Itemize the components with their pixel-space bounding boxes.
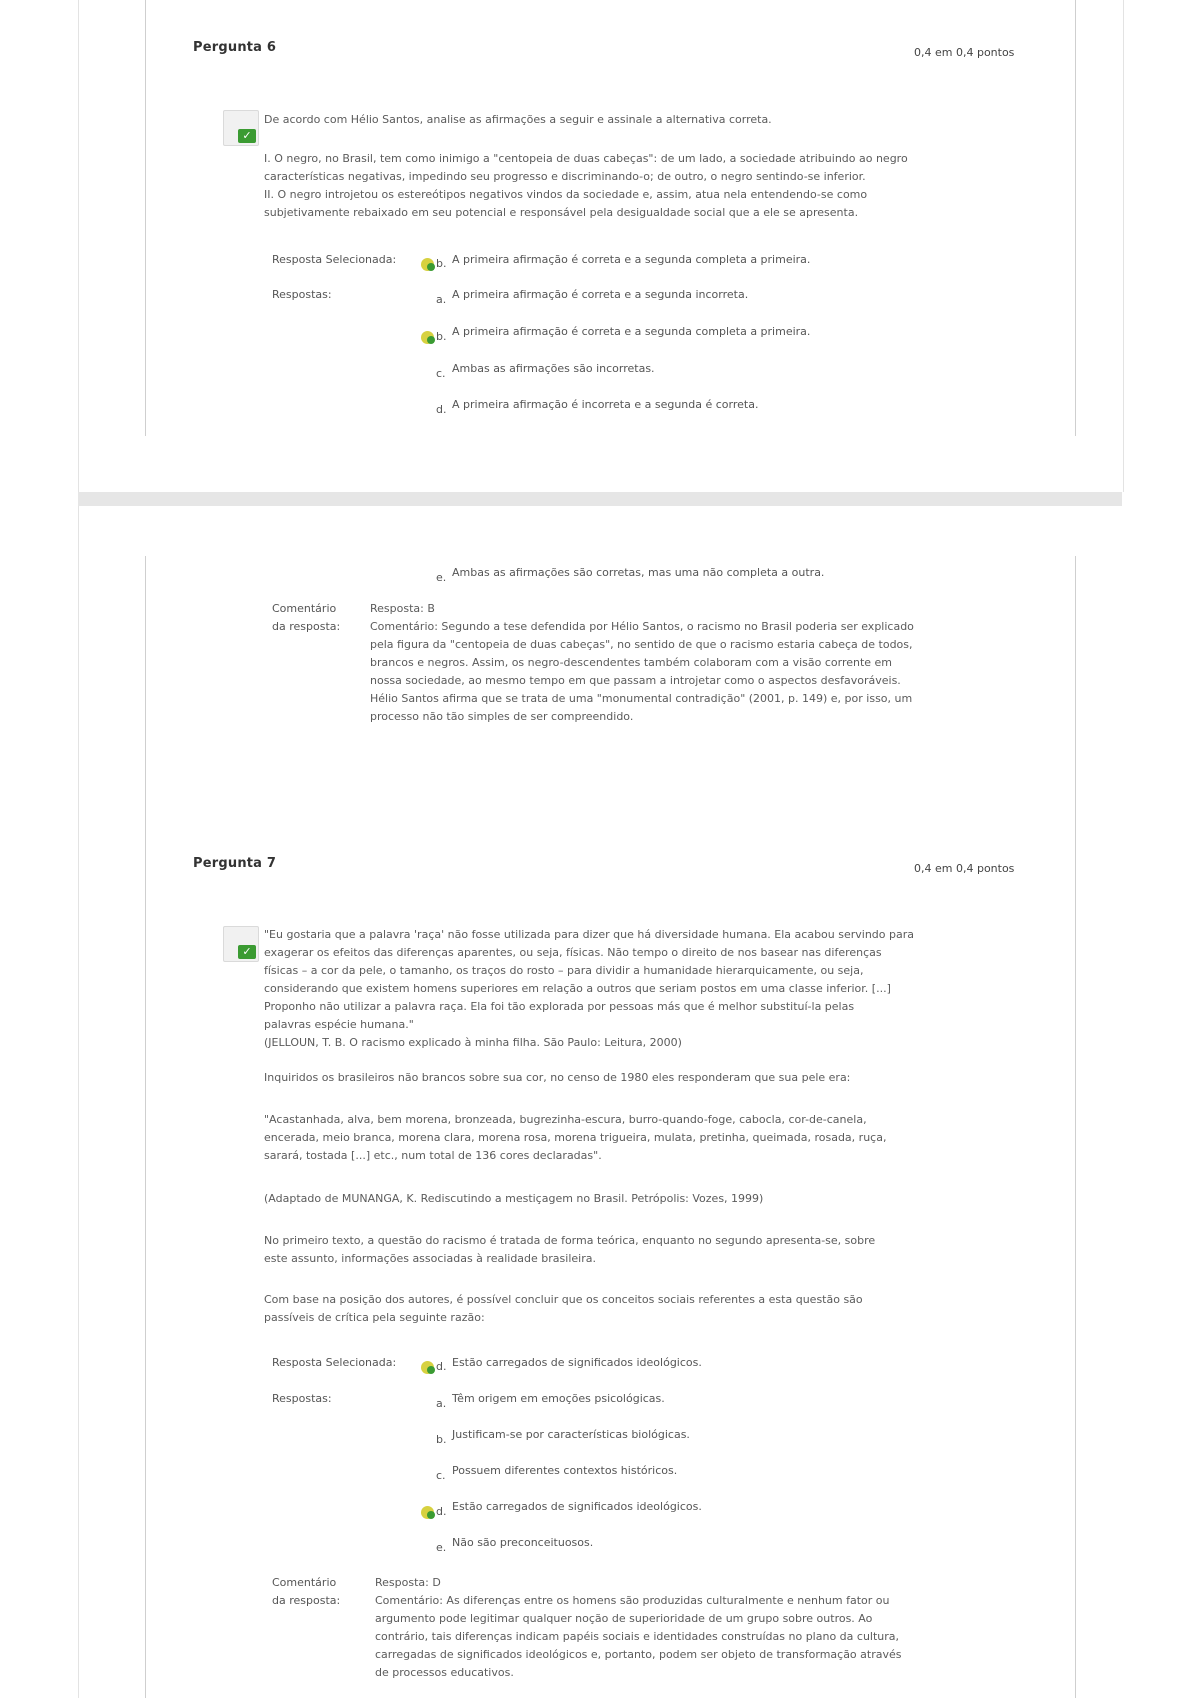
option-letter: c. bbox=[436, 1469, 446, 1482]
content-border-left bbox=[145, 0, 146, 436]
question-7-adapted: (Adaptado de MUNANGA, K. Rediscutindo a mestiçagem no Brasil. Petrópolis: Vozes, 1999) bbox=[264, 1192, 764, 1205]
question-7-analysis: este assunto, informações associadas à realidade brasileira. bbox=[264, 1252, 596, 1265]
comment-text: Comentário: Segundo a tese defendida por Hélio Santos, o racismo no Brasil poderia ser explicado bbox=[370, 620, 914, 633]
question-7-survey: Inquiridos os brasileiros não brancos sobre sua cor, no censo de 1980 eles responderam que sua pele era: bbox=[264, 1071, 851, 1084]
question-7-colors: sarará, tostada [...] etc., num total de 136 cores declaradas". bbox=[264, 1149, 602, 1162]
question-7-quote: considerando que existem homens superiores em relação a outros que seriam postos em uma classe inferior. [...] bbox=[264, 982, 891, 995]
option-text: Não são preconceituosos. bbox=[452, 1536, 594, 1549]
question-7-quote: palavras espécie humana." bbox=[264, 1018, 414, 1031]
correct-answer-icon bbox=[421, 1361, 434, 1374]
comment-answer: Resposta: B bbox=[370, 602, 435, 615]
question-7-prompt: Com base na posição dos autores, é possível concluir que os conceitos sociais referentes a esta questão são bbox=[264, 1293, 863, 1306]
option-letter: d. bbox=[436, 403, 447, 416]
option-letter: b. bbox=[436, 330, 447, 343]
comment-label: Comentário bbox=[272, 602, 337, 615]
comment-label: Comentário bbox=[272, 1576, 337, 1589]
option-text: A primeira afirmação é incorreta e a segunda é correta. bbox=[452, 398, 759, 411]
selected-answer-letter: d. bbox=[436, 1360, 447, 1373]
question-6-text-1: I. O negro, no Brasil, tem como inimigo a "centopeia de duas cabeças": de um lado, a sociedade atribuindo ao negro bbox=[264, 152, 908, 165]
selected-answer-label: Resposta Selecionada: bbox=[272, 1356, 397, 1369]
comment-text: nossa sociedade, ao mesmo tempo em que passam a introjetar como o aspectos desfavoráveis. bbox=[370, 674, 901, 687]
comment-label: da resposta: bbox=[272, 1594, 341, 1607]
option-letter: c. bbox=[436, 367, 446, 380]
option-letter: b. bbox=[436, 1433, 447, 1446]
comment-text: processo não tão simples de ser compreendido. bbox=[370, 710, 634, 723]
comment-text: Comentário: As diferenças entre os homens são produzidas culturalmente e nenhum fator ou bbox=[375, 1594, 890, 1607]
comment-text: contrário, tais diferenças indicam papéis sociais e identidades construídas no plano da cultura, bbox=[375, 1630, 900, 1643]
selected-answer-text: A primeira afirmação é correta e a segunda completa a primeira. bbox=[452, 253, 811, 266]
selected-answer-text: Estão carregados de significados ideológicos. bbox=[452, 1356, 702, 1369]
question-7-points: 0,4 em 0,4 pontos bbox=[914, 862, 1015, 875]
content-border-left bbox=[145, 556, 146, 1698]
page-sheet-1 bbox=[78, 0, 1124, 492]
answers-label: Respostas: bbox=[272, 1392, 332, 1405]
content-border-right bbox=[1075, 556, 1076, 1698]
question-7-quote: Proponho não utilizar a palavra raça. Ela foi tão explorada por pessoas más que é melhor substituí-la pelas bbox=[264, 1000, 855, 1013]
comment-text: pela figura da "centopeia de duas cabeças", no sentido de que o racismo estaria cabeça de todos, bbox=[370, 638, 913, 651]
content-border-right bbox=[1075, 0, 1076, 436]
option-letter: a. bbox=[436, 293, 447, 306]
correct-answer-icon bbox=[421, 331, 434, 344]
option-letter: a. bbox=[436, 1397, 447, 1410]
answers-label: Respostas: bbox=[272, 288, 332, 301]
option-letter: d. bbox=[436, 1505, 447, 1518]
question-6-text-2: características negativas, impedindo seu progresso e discriminando-o; de outro, o negro sentindo-se inferior. bbox=[264, 170, 866, 183]
page-sheet-2 bbox=[78, 506, 1123, 1698]
question-7-analysis: No primeiro texto, a questão do racismo é tratada de forma teórica, enquanto no segundo apresenta-se, sobre bbox=[264, 1234, 876, 1247]
question-correct-icon: ✓ bbox=[223, 926, 259, 962]
comment-text: carregadas de significados ideológicos e, portanto, podem ser objeto de transformação através bbox=[375, 1648, 902, 1661]
option-letter: e. bbox=[436, 571, 447, 584]
option-text: A primeira afirmação é correta e a segunda incorreta. bbox=[452, 288, 749, 301]
comment-text: de processos educativos. bbox=[375, 1666, 514, 1679]
question-correct-icon: ✓ bbox=[223, 110, 259, 146]
question-6-points: 0,4 em 0,4 pontos bbox=[914, 46, 1015, 59]
option-text: Estão carregados de significados ideológicos. bbox=[452, 1500, 702, 1513]
question-6-title: Pergunta 6 bbox=[193, 40, 277, 55]
option-text: Ambas as afirmações são incorretas. bbox=[452, 362, 655, 375]
correct-answer-icon bbox=[421, 1506, 434, 1519]
comment-label: da resposta: bbox=[272, 620, 341, 633]
option-letter: e. bbox=[436, 1541, 447, 1554]
option-text: Ambas as afirmações são corretas, mas uma não completa a outra. bbox=[452, 566, 825, 579]
question-6-text-3: II. O negro introjetou os estereótipos negativos vindos da sociedade e, assim, atua nela entendendo-se como bbox=[264, 188, 868, 201]
question-7-colors: encerada, meio branca, morena clara, morena rosa, morena trigueira, mulata, pretinha, queimada, rosada, ruça, bbox=[264, 1131, 887, 1144]
comment-text: Hélio Santos afirma que se trata de uma "monumental contradição" (2001, p. 149) e, por isso, um bbox=[370, 692, 913, 705]
question-7-title: Pergunta 7 bbox=[193, 856, 277, 871]
question-7-quote: "Eu gostaria que a palavra 'raça' não fosse utilizada para dizer que há diversidade humana. Ela acabou servindo para bbox=[264, 928, 915, 941]
selected-answer-label: Resposta Selecionada: bbox=[272, 253, 397, 266]
question-6-intro: De acordo com Hélio Santos, analise as afirmações a seguir e assinale a alternativa correta. bbox=[264, 113, 772, 126]
option-text: Possuem diferentes contextos históricos. bbox=[452, 1464, 678, 1477]
option-text: A primeira afirmação é correta e a segunda completa a primeira. bbox=[452, 325, 811, 338]
question-7-prompt: passíveis de crítica pela seguinte razão: bbox=[264, 1311, 485, 1324]
page-break bbox=[78, 492, 1122, 506]
question-7-quote: exagerar os efeitos das diferenças aparentes, ou seja, físicas. Não tempo o direito de nos basear nas diferenças bbox=[264, 946, 882, 959]
comment-text: brancos e negros. Assim, os negro-descendentes também colaboram com a visão corrente em bbox=[370, 656, 893, 669]
option-text: Têm origem em emoções psicológicas. bbox=[452, 1392, 665, 1405]
question-6-text-4: subjetivamente rebaixado em seu potencial e responsável pela desigualdade social que a ele se apresenta. bbox=[264, 206, 859, 219]
question-7-citation: (JELLOUN, T. B. O racismo explicado à minha filha. São Paulo: Leitura, 2000) bbox=[264, 1036, 682, 1049]
comment-text: argumento pode legitimar qualquer noção de superioridade de um grupo sobre outros. Ao bbox=[375, 1612, 873, 1625]
question-7-colors: "Acastanhada, alva, bem morena, bronzeada, bugrezinha-escura, burro-quando-foge, cabocla, cor-de-canela, bbox=[264, 1113, 867, 1126]
selected-answer-letter: b. bbox=[436, 257, 447, 270]
option-text: Justificam-se por características biológicas. bbox=[452, 1428, 690, 1441]
correct-answer-icon bbox=[421, 258, 434, 271]
question-7-quote: físicas – a cor da pele, o tamanho, os traços do rosto – para dividir a humanidade hierarquicamente, ou seja, bbox=[264, 964, 864, 977]
comment-answer: Resposta: D bbox=[375, 1576, 441, 1589]
